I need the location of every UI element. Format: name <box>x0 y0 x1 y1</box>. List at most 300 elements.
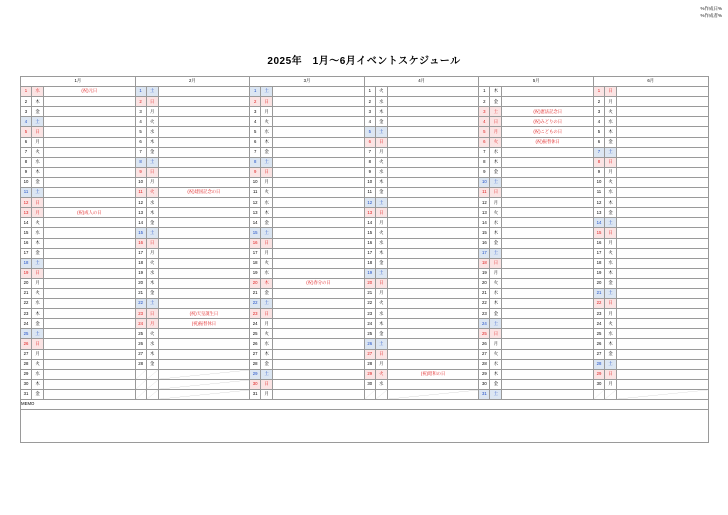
day-number: 16 <box>135 238 146 248</box>
event-cell[interactable] <box>387 268 479 278</box>
event-cell[interactable] <box>502 329 594 339</box>
event-cell[interactable] <box>616 127 708 137</box>
event-cell[interactable]: (祝)振替休日 <box>158 319 250 329</box>
day-number: 7 <box>21 147 32 157</box>
day-number: 3 <box>135 107 146 117</box>
event-cell[interactable] <box>273 107 365 117</box>
event-cell[interactable] <box>502 339 594 349</box>
event-cell[interactable] <box>158 238 250 248</box>
event-cell[interactable] <box>158 127 250 137</box>
event-cell[interactable] <box>502 198 594 208</box>
event-cell[interactable] <box>273 369 365 379</box>
event-cell[interactable] <box>387 137 479 147</box>
event-cell[interactable] <box>273 218 365 228</box>
day-number: 3 <box>250 107 261 117</box>
event-cell[interactable] <box>616 177 708 187</box>
day-number: 6 <box>364 137 375 147</box>
day-of-week: 金 <box>604 208 616 218</box>
day-of-week: 月 <box>375 218 387 228</box>
event-cell[interactable] <box>158 268 250 278</box>
event-cell[interactable]: (祝)元日 <box>44 87 136 97</box>
event-cell[interactable] <box>158 288 250 298</box>
event-cell[interactable] <box>616 157 708 167</box>
event-cell[interactable] <box>273 157 365 167</box>
event-cell[interactable] <box>502 278 594 288</box>
event-cell[interactable] <box>502 167 594 177</box>
day-of-week: 月 <box>604 97 616 107</box>
day-of-week: 水 <box>490 359 502 369</box>
event-cell[interactable] <box>44 177 136 187</box>
event-cell[interactable] <box>158 137 250 147</box>
day-number: 27 <box>593 349 604 359</box>
event-cell[interactable] <box>158 107 250 117</box>
event-cell[interactable] <box>158 349 250 359</box>
day-number: 26 <box>479 339 490 349</box>
event-cell[interactable]: (祝)天皇誕生日 <box>158 309 250 319</box>
event-cell[interactable] <box>616 147 708 157</box>
event-cell[interactable] <box>616 137 708 147</box>
event-cell[interactable] <box>387 107 479 117</box>
calendar-row <box>21 157 709 167</box>
day-number: 30 <box>250 379 261 389</box>
day-of-week: 月 <box>604 379 616 389</box>
event-cell[interactable] <box>273 147 365 157</box>
event-cell[interactable] <box>158 87 250 97</box>
event-cell[interactable] <box>273 309 365 319</box>
event-cell[interactable] <box>44 268 136 278</box>
event-cell[interactable] <box>387 188 479 198</box>
event-cell[interactable] <box>502 349 594 359</box>
event-cell[interactable] <box>502 188 594 198</box>
day-of-week: 日 <box>375 278 387 288</box>
event-cell[interactable] <box>616 228 708 238</box>
event-cell[interactable] <box>387 248 479 258</box>
event-cell[interactable] <box>158 278 250 288</box>
day-of-week: 日 <box>490 329 502 339</box>
event-cell[interactable] <box>616 198 708 208</box>
day-of-week: 金 <box>375 329 387 339</box>
day-of-week: 土 <box>261 228 273 238</box>
day-number: 15 <box>21 228 32 238</box>
day-number: 26 <box>135 339 146 349</box>
event-cell[interactable] <box>502 379 594 389</box>
memo-space[interactable] <box>21 410 709 443</box>
day-of-week: 金 <box>32 107 44 117</box>
event-cell[interactable] <box>616 97 708 107</box>
day-number: 13 <box>593 208 604 218</box>
event-cell[interactable] <box>502 87 594 97</box>
day-of-week: 土 <box>32 258 44 268</box>
day-number: 24 <box>364 319 375 329</box>
memo-label: MEMO <box>21 400 709 410</box>
event-cell[interactable] <box>502 147 594 157</box>
day-of-week: 水 <box>375 97 387 107</box>
event-cell[interactable] <box>502 319 594 329</box>
event-cell[interactable] <box>387 299 479 309</box>
day-number: 11 <box>364 188 375 198</box>
event-cell[interactable] <box>273 389 365 399</box>
event-cell[interactable] <box>502 288 594 298</box>
event-cell[interactable] <box>158 359 250 369</box>
event-cell[interactable] <box>44 369 136 379</box>
event-cell[interactable] <box>616 268 708 278</box>
empty-cell <box>604 389 616 399</box>
day-of-week: 土 <box>604 218 616 228</box>
day-of-week: 金 <box>490 379 502 389</box>
event-cell[interactable] <box>44 188 136 198</box>
event-cell[interactable] <box>387 127 479 137</box>
event-cell[interactable] <box>273 127 365 137</box>
calendar-row <box>21 248 709 258</box>
day-of-week: 金 <box>490 238 502 248</box>
event-cell[interactable] <box>502 97 594 107</box>
event-cell[interactable] <box>273 198 365 208</box>
day-number: 1 <box>250 87 261 97</box>
calendar-row <box>21 278 709 288</box>
event-cell[interactable] <box>273 379 365 389</box>
event-cell[interactable] <box>616 107 708 117</box>
event-cell[interactable] <box>387 309 479 319</box>
event-cell[interactable] <box>273 339 365 349</box>
page-title: 2025年 1月～6月イベントスケジュール <box>267 56 461 67</box>
event-cell[interactable] <box>158 117 250 127</box>
calendar-row <box>21 107 709 117</box>
day-number: 25 <box>593 329 604 339</box>
day-of-week: 火 <box>32 147 44 157</box>
day-number: 21 <box>593 288 604 298</box>
day-number: 15 <box>135 228 146 238</box>
event-cell[interactable] <box>387 218 479 228</box>
event-cell[interactable] <box>387 208 479 218</box>
day-number: 4 <box>135 117 146 127</box>
day-number: 24 <box>593 319 604 329</box>
day-of-week: 金 <box>146 359 158 369</box>
day-of-week: 月 <box>32 278 44 288</box>
event-cell[interactable] <box>502 248 594 258</box>
event-cell[interactable] <box>158 258 250 268</box>
event-cell[interactable] <box>502 389 594 399</box>
event-cell[interactable] <box>44 137 136 147</box>
event-cell[interactable] <box>502 359 594 369</box>
day-number: 10 <box>593 177 604 187</box>
event-cell[interactable] <box>273 228 365 238</box>
day-number: 13 <box>479 208 490 218</box>
event-cell[interactable] <box>387 198 479 208</box>
event-cell[interactable] <box>616 117 708 127</box>
event-cell[interactable] <box>44 329 136 339</box>
day-number: 23 <box>364 309 375 319</box>
event-cell[interactable] <box>387 379 479 389</box>
event-cell[interactable] <box>273 137 365 147</box>
event-cell[interactable] <box>387 278 479 288</box>
event-cell[interactable] <box>44 299 136 309</box>
day-of-week: 日 <box>32 268 44 278</box>
event-cell[interactable] <box>158 329 250 339</box>
event-cell[interactable] <box>387 228 479 238</box>
day-number: 27 <box>364 349 375 359</box>
event-cell[interactable] <box>273 208 365 218</box>
calendar-row <box>21 208 709 218</box>
event-cell[interactable] <box>44 198 136 208</box>
day-of-week: 日 <box>261 238 273 248</box>
event-cell[interactable] <box>502 238 594 248</box>
day-number: 19 <box>135 268 146 278</box>
calendar-row <box>21 198 709 208</box>
event-cell[interactable] <box>616 369 708 379</box>
event-cell[interactable] <box>44 238 136 248</box>
day-of-week: 日 <box>375 349 387 359</box>
event-cell[interactable] <box>158 198 250 208</box>
day-of-week: 月 <box>490 127 502 137</box>
event-cell[interactable] <box>616 349 708 359</box>
day-of-week: 木 <box>375 319 387 329</box>
day-number: 4 <box>250 117 261 127</box>
event-cell[interactable] <box>616 288 708 298</box>
event-cell[interactable] <box>44 228 136 238</box>
event-cell[interactable] <box>502 369 594 379</box>
empty-cell <box>364 389 375 399</box>
event-cell[interactable]: (祝)春分の日 <box>273 278 365 288</box>
event-cell[interactable] <box>502 268 594 278</box>
day-of-week: 土 <box>146 87 158 97</box>
day-number: 22 <box>364 299 375 309</box>
event-cell[interactable] <box>616 208 708 218</box>
day-number: 25 <box>479 329 490 339</box>
event-cell[interactable] <box>158 299 250 309</box>
day-number: 12 <box>135 198 146 208</box>
day-number: 28 <box>593 359 604 369</box>
event-cell[interactable] <box>616 278 708 288</box>
day-number: 26 <box>364 339 375 349</box>
event-cell[interactable] <box>387 258 479 268</box>
event-cell[interactable] <box>158 339 250 349</box>
event-cell[interactable]: (祝)建国記念の日 <box>158 188 250 198</box>
event-cell[interactable] <box>158 218 250 228</box>
event-cell[interactable] <box>44 147 136 157</box>
event-cell[interactable] <box>387 87 479 97</box>
event-cell[interactable] <box>502 157 594 167</box>
day-of-week: 木 <box>490 157 502 167</box>
day-number: 6 <box>21 137 32 147</box>
event-cell[interactable] <box>616 299 708 309</box>
event-cell[interactable] <box>273 188 365 198</box>
event-cell[interactable] <box>502 258 594 268</box>
event-cell[interactable] <box>273 349 365 359</box>
event-cell[interactable]: (祝)成人の日 <box>44 208 136 218</box>
day-of-week: 月 <box>490 339 502 349</box>
event-cell[interactable] <box>44 157 136 167</box>
day-number: 22 <box>21 299 32 309</box>
day-number: 2 <box>593 97 604 107</box>
event-cell[interactable] <box>158 228 250 238</box>
event-cell[interactable] <box>158 208 250 218</box>
event-cell[interactable] <box>44 248 136 258</box>
day-number: 20 <box>479 278 490 288</box>
event-cell[interactable] <box>616 339 708 349</box>
event-cell[interactable] <box>273 97 365 107</box>
event-cell[interactable] <box>616 167 708 177</box>
event-cell[interactable] <box>502 218 594 228</box>
event-cell[interactable] <box>387 157 479 167</box>
event-cell[interactable] <box>44 349 136 359</box>
day-of-week: 金 <box>604 349 616 359</box>
day-of-week: 金 <box>490 167 502 177</box>
event-cell[interactable] <box>44 107 136 117</box>
day-of-week: 火 <box>32 218 44 228</box>
event-cell[interactable] <box>616 319 708 329</box>
event-cell[interactable] <box>616 248 708 258</box>
event-cell[interactable] <box>387 97 479 107</box>
day-number: 8 <box>364 157 375 167</box>
day-number: 18 <box>364 258 375 268</box>
day-of-week: 金 <box>604 137 616 147</box>
day-number: 3 <box>21 107 32 117</box>
event-cell[interactable]: (祝)昭和の日 <box>387 369 479 379</box>
event-cell[interactable] <box>273 288 365 298</box>
event-cell[interactable] <box>502 309 594 319</box>
event-cell[interactable] <box>616 379 708 389</box>
day-of-week: 木 <box>375 107 387 117</box>
event-cell[interactable] <box>273 319 365 329</box>
day-of-week: 水 <box>32 299 44 309</box>
day-number: 21 <box>250 288 261 298</box>
event-cell[interactable] <box>387 167 479 177</box>
day-of-week: 金 <box>261 147 273 157</box>
event-cell[interactable]: (祝)振替休日 <box>502 137 594 147</box>
day-number: 27 <box>479 349 490 359</box>
event-cell[interactable] <box>273 238 365 248</box>
day-of-week: 土 <box>375 268 387 278</box>
event-cell[interactable] <box>158 97 250 107</box>
calendar-row <box>21 258 709 268</box>
day-of-week: 火 <box>375 228 387 238</box>
event-cell[interactable] <box>44 167 136 177</box>
day-number: 15 <box>593 228 604 238</box>
event-cell[interactable]: (祝)みどりの日 <box>502 117 594 127</box>
day-number: 14 <box>593 218 604 228</box>
event-cell[interactable] <box>273 167 365 177</box>
event-cell[interactable] <box>616 188 708 198</box>
event-cell[interactable] <box>616 309 708 319</box>
day-of-week: 月 <box>261 107 273 117</box>
event-cell[interactable] <box>44 127 136 137</box>
day-number: 11 <box>593 188 604 198</box>
event-cell[interactable] <box>44 309 136 319</box>
event-cell[interactable] <box>387 288 479 298</box>
month-header-3: 3月 <box>250 77 365 87</box>
event-cell[interactable] <box>273 258 365 268</box>
event-cell[interactable] <box>502 299 594 309</box>
event-cell[interactable] <box>387 329 479 339</box>
day-number: 17 <box>21 248 32 258</box>
calendar-row <box>21 268 709 278</box>
day-number: 5 <box>364 127 375 137</box>
event-cell[interactable] <box>273 268 365 278</box>
event-cell[interactable] <box>387 319 479 329</box>
day-of-week: 木 <box>375 248 387 258</box>
event-cell[interactable] <box>273 359 365 369</box>
event-cell[interactable] <box>158 157 250 167</box>
event-cell[interactable] <box>158 167 250 177</box>
event-cell[interactable] <box>44 319 136 329</box>
day-number: 24 <box>21 319 32 329</box>
event-cell[interactable] <box>387 238 479 248</box>
event-cell[interactable]: (祝)こどもの日 <box>502 127 594 137</box>
day-of-week: 土 <box>146 299 158 309</box>
event-cell[interactable]: (祝)憲法記念日 <box>502 107 594 117</box>
day-of-week: 土 <box>32 188 44 198</box>
day-of-week: 水 <box>490 288 502 298</box>
event-cell[interactable] <box>273 117 365 127</box>
day-number: 30 <box>479 379 490 389</box>
event-cell[interactable] <box>44 288 136 298</box>
event-cell[interactable] <box>273 177 365 187</box>
event-cell[interactable] <box>273 329 365 339</box>
event-cell[interactable] <box>273 299 365 309</box>
day-of-week: 水 <box>604 258 616 268</box>
event-cell[interactable] <box>502 177 594 187</box>
event-cell[interactable] <box>387 349 479 359</box>
event-cell[interactable] <box>616 359 708 369</box>
event-cell[interactable] <box>44 258 136 268</box>
event-cell[interactable] <box>273 87 365 97</box>
event-cell[interactable] <box>502 208 594 218</box>
day-number: 4 <box>479 117 490 127</box>
event-cell[interactable] <box>616 258 708 268</box>
event-cell[interactable] <box>616 238 708 248</box>
day-of-week: 土 <box>146 157 158 167</box>
day-of-week: 月 <box>490 268 502 278</box>
day-number: 13 <box>135 208 146 218</box>
day-number: 1 <box>479 87 490 97</box>
calendar-row <box>21 97 709 107</box>
event-cell[interactable] <box>387 117 479 127</box>
event-cell[interactable] <box>44 117 136 127</box>
event-cell[interactable] <box>44 339 136 349</box>
day-of-week: 木 <box>261 137 273 147</box>
event-cell[interactable] <box>273 248 365 258</box>
day-number: 28 <box>364 359 375 369</box>
empty-cell <box>135 389 146 399</box>
event-cell[interactable] <box>616 218 708 228</box>
day-of-week: 火 <box>261 117 273 127</box>
event-cell[interactable] <box>387 147 479 157</box>
event-cell[interactable] <box>44 97 136 107</box>
empty-cell <box>593 389 604 399</box>
event-cell[interactable] <box>616 329 708 339</box>
event-cell[interactable] <box>158 248 250 258</box>
event-cell[interactable] <box>387 359 479 369</box>
day-of-week: 水 <box>261 268 273 278</box>
day-number: 3 <box>364 107 375 117</box>
event-cell[interactable] <box>158 147 250 157</box>
empty-cell <box>135 369 146 379</box>
event-cell[interactable] <box>44 278 136 288</box>
day-number: 28 <box>479 359 490 369</box>
event-cell[interactable] <box>158 177 250 187</box>
event-cell[interactable] <box>44 218 136 228</box>
event-cell[interactable] <box>44 359 136 369</box>
event-cell[interactable] <box>502 228 594 238</box>
day-number: 10 <box>21 177 32 187</box>
event-cell[interactable] <box>387 339 479 349</box>
event-cell[interactable] <box>44 379 136 389</box>
day-number: 29 <box>593 369 604 379</box>
event-cell[interactable] <box>44 389 136 399</box>
created-by-note: %作成者% <box>700 12 722 18</box>
event-cell[interactable] <box>387 177 479 187</box>
event-cell[interactable] <box>616 87 708 97</box>
